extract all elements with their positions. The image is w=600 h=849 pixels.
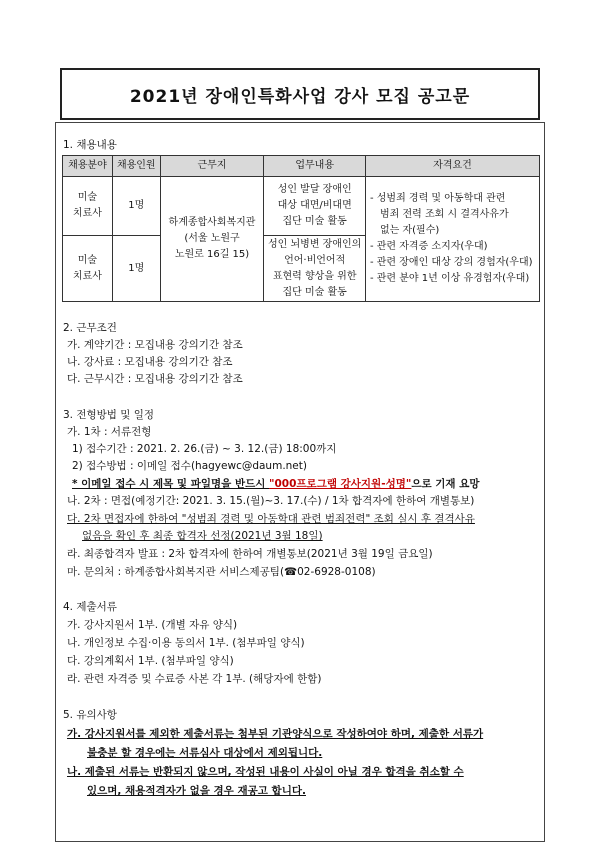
work-condition-item: 나. 강사료 : 모집내용 강의기간 참조 (67, 356, 233, 368)
document-item: 가. 강사지원서 1부. (개별 자유 양식) (67, 619, 238, 631)
background-check-line1: 다. 2차 면접자에 한하여 "성범죄 경력 및 아동학대 관련 범죄전력" 조회 실시 후 결격사유 (67, 513, 475, 525)
note2-line1: 나. 제출된 서류는 반환되지 않으며, 작성된 내용이 사실이 아닐 경우 합격을 취소할 수 (67, 766, 464, 778)
section2-heading: 2. 근무조건 (63, 322, 117, 334)
field-cell: 미술 치료사 (63, 177, 113, 236)
note2-line2: 있으며, 채용적격자가 없을 경우 재공고 합니다. (87, 785, 306, 797)
background-check-line2: 없음을 확인 후 최종 합격자 선정(2021년 3월 18일) (82, 530, 323, 542)
note1-line2: 불충분 할 경우에는 서류심사 대상에서 제외됩니다. (87, 747, 323, 759)
final-announcement: 라. 최종합격자 발표 : 2차 합격자에 한하여 개별통보(2021년 3월 19일 금요일) (67, 548, 433, 560)
header-field: 채용분야 (63, 156, 113, 177)
note1-line1: 가. 강사지원서를 제외한 제출서류는 첨부된 기관양식으로 작성하여야 하며, 제출한 서류가 (67, 728, 484, 740)
title-box (60, 68, 540, 120)
email-notice: * 이메일 접수 시 제목 및 파일명을 반드시 "000프로그램 강사지원-성명"으로 기재 요망 (72, 478, 480, 490)
section4-heading: 4. 제출서류 (63, 601, 117, 613)
location-cell: 하계종합사회복지관 (서울 노원구 노원로 16길 15) (160, 177, 264, 302)
header-location: 근무지 (160, 156, 264, 177)
application-period: 1) 접수기간 : 2021. 2. 26.(금) ~ 3. 12.(금) 18:00까지 (72, 443, 337, 455)
header-work: 업무내용 (264, 156, 366, 177)
document-item: 라. 관련 자격증 및 수료증 사본 각 1부. (해당자에 한함) (67, 673, 322, 685)
table-header-row (63, 156, 540, 177)
work-condition-item: 다. 근무시간 : 모집내용 강의기간 참조 (67, 373, 243, 385)
document-item: 다. 강의계획서 1부. (첨부파일 양식) (67, 655, 234, 667)
recruitment-table (62, 155, 540, 302)
header-count: 채용인원 (112, 156, 160, 177)
header-qualifications: 자격요건 (365, 156, 539, 177)
work-cell: 성인 뇌병변 장애인의 언어·비언어적 표현력 향상을 위한 집단 미술 활동 (264, 236, 366, 302)
field-cell: 미술 치료사 (63, 236, 113, 302)
count-cell: 1명 (112, 177, 160, 236)
section1-heading: 1. 채용내용 (63, 139, 117, 151)
work-condition-item: 가. 계약기간 : 모집내용 강의기간 참조 (67, 339, 243, 351)
count-cell: 1명 (112, 236, 160, 302)
table-row (63, 177, 540, 236)
document-item: 나. 개인정보 수집·이용 동의서 1부. (첨부파일 양식) (67, 637, 305, 649)
page-title: 2021년 장애인특화사업 강사 모집 공고문 (129, 86, 471, 107)
second-stage: 나. 2차 : 면접(예정기간: 2021. 3. 15.(월)~3. 17.(수) / 1차 합격자에 한하여 개별통보) (67, 495, 475, 507)
work-cell: 성인 발달 장애인 대상 대면/비대면 집단 미술 활동 (264, 177, 366, 236)
section5-heading: 5. 유의사항 (63, 709, 117, 721)
first-stage: 가. 1차 : 서류전형 (67, 426, 152, 438)
contact-info: 마. 문의처 : 하계종합사회복지관 서비스제공팀(☎02-6928-0108) (67, 566, 376, 578)
application-method: 2) 접수방법 : 이메일 접수(hagyewc@daum.net) (72, 460, 307, 472)
qualifications-cell: - 성범죄 경력 및 아동학대 관련 범죄 전력 조회 시 결격사유가 없는 자(필수) - 관련 자격증 소지자(우대) - 관련 장애인 대상 강의 경험자(우대) - 관련 분야 1년 이상 유경험자(우대) (365, 177, 539, 302)
section3-heading: 3. 전형방법 및 일정 (63, 409, 155, 421)
